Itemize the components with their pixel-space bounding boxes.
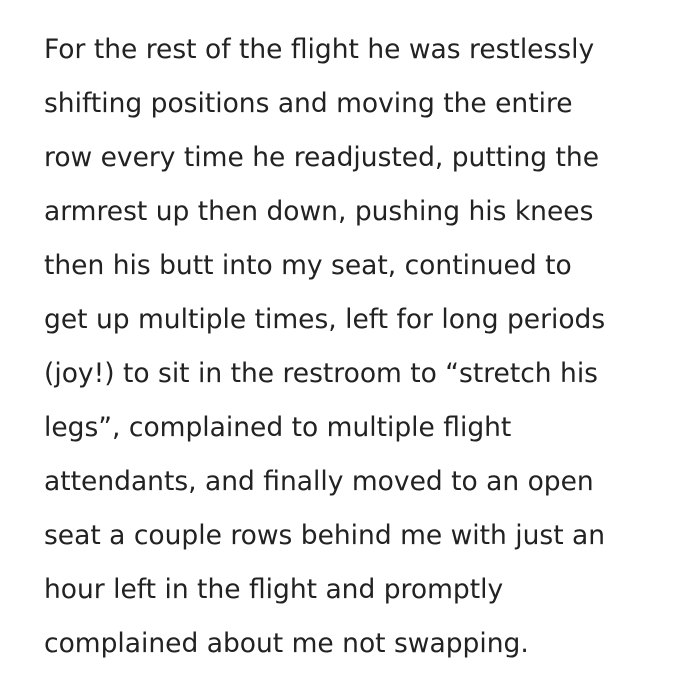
story-line-5: then his butt into my seat, continued to xyxy=(44,250,572,281)
story-line-1: For the rest of the flight he was restlessly xyxy=(44,34,595,65)
story-line-8: legs”, complained to multiple flight xyxy=(44,412,512,443)
story-line-2: shifting positions and moving the entire xyxy=(44,88,573,119)
story-line-10: seat a couple rows behind me with just an xyxy=(44,520,606,551)
story-line-9: attendants, and finally moved to an open xyxy=(44,466,594,497)
story-line-6: get up multiple times, left for long periods xyxy=(44,304,606,335)
story-paragraph xyxy=(44,23,670,671)
story-line-12: complained about me not swapping. xyxy=(44,628,529,659)
story-line-11: hour left in the flight and promptly xyxy=(44,574,504,605)
story-line-7: (joy!) to sit in the restroom to “stretch his xyxy=(44,358,598,389)
story-line-3: row every time he readjusted, putting the xyxy=(44,142,600,173)
story-line-4: armrest up then down, pushing his knees xyxy=(44,196,594,227)
